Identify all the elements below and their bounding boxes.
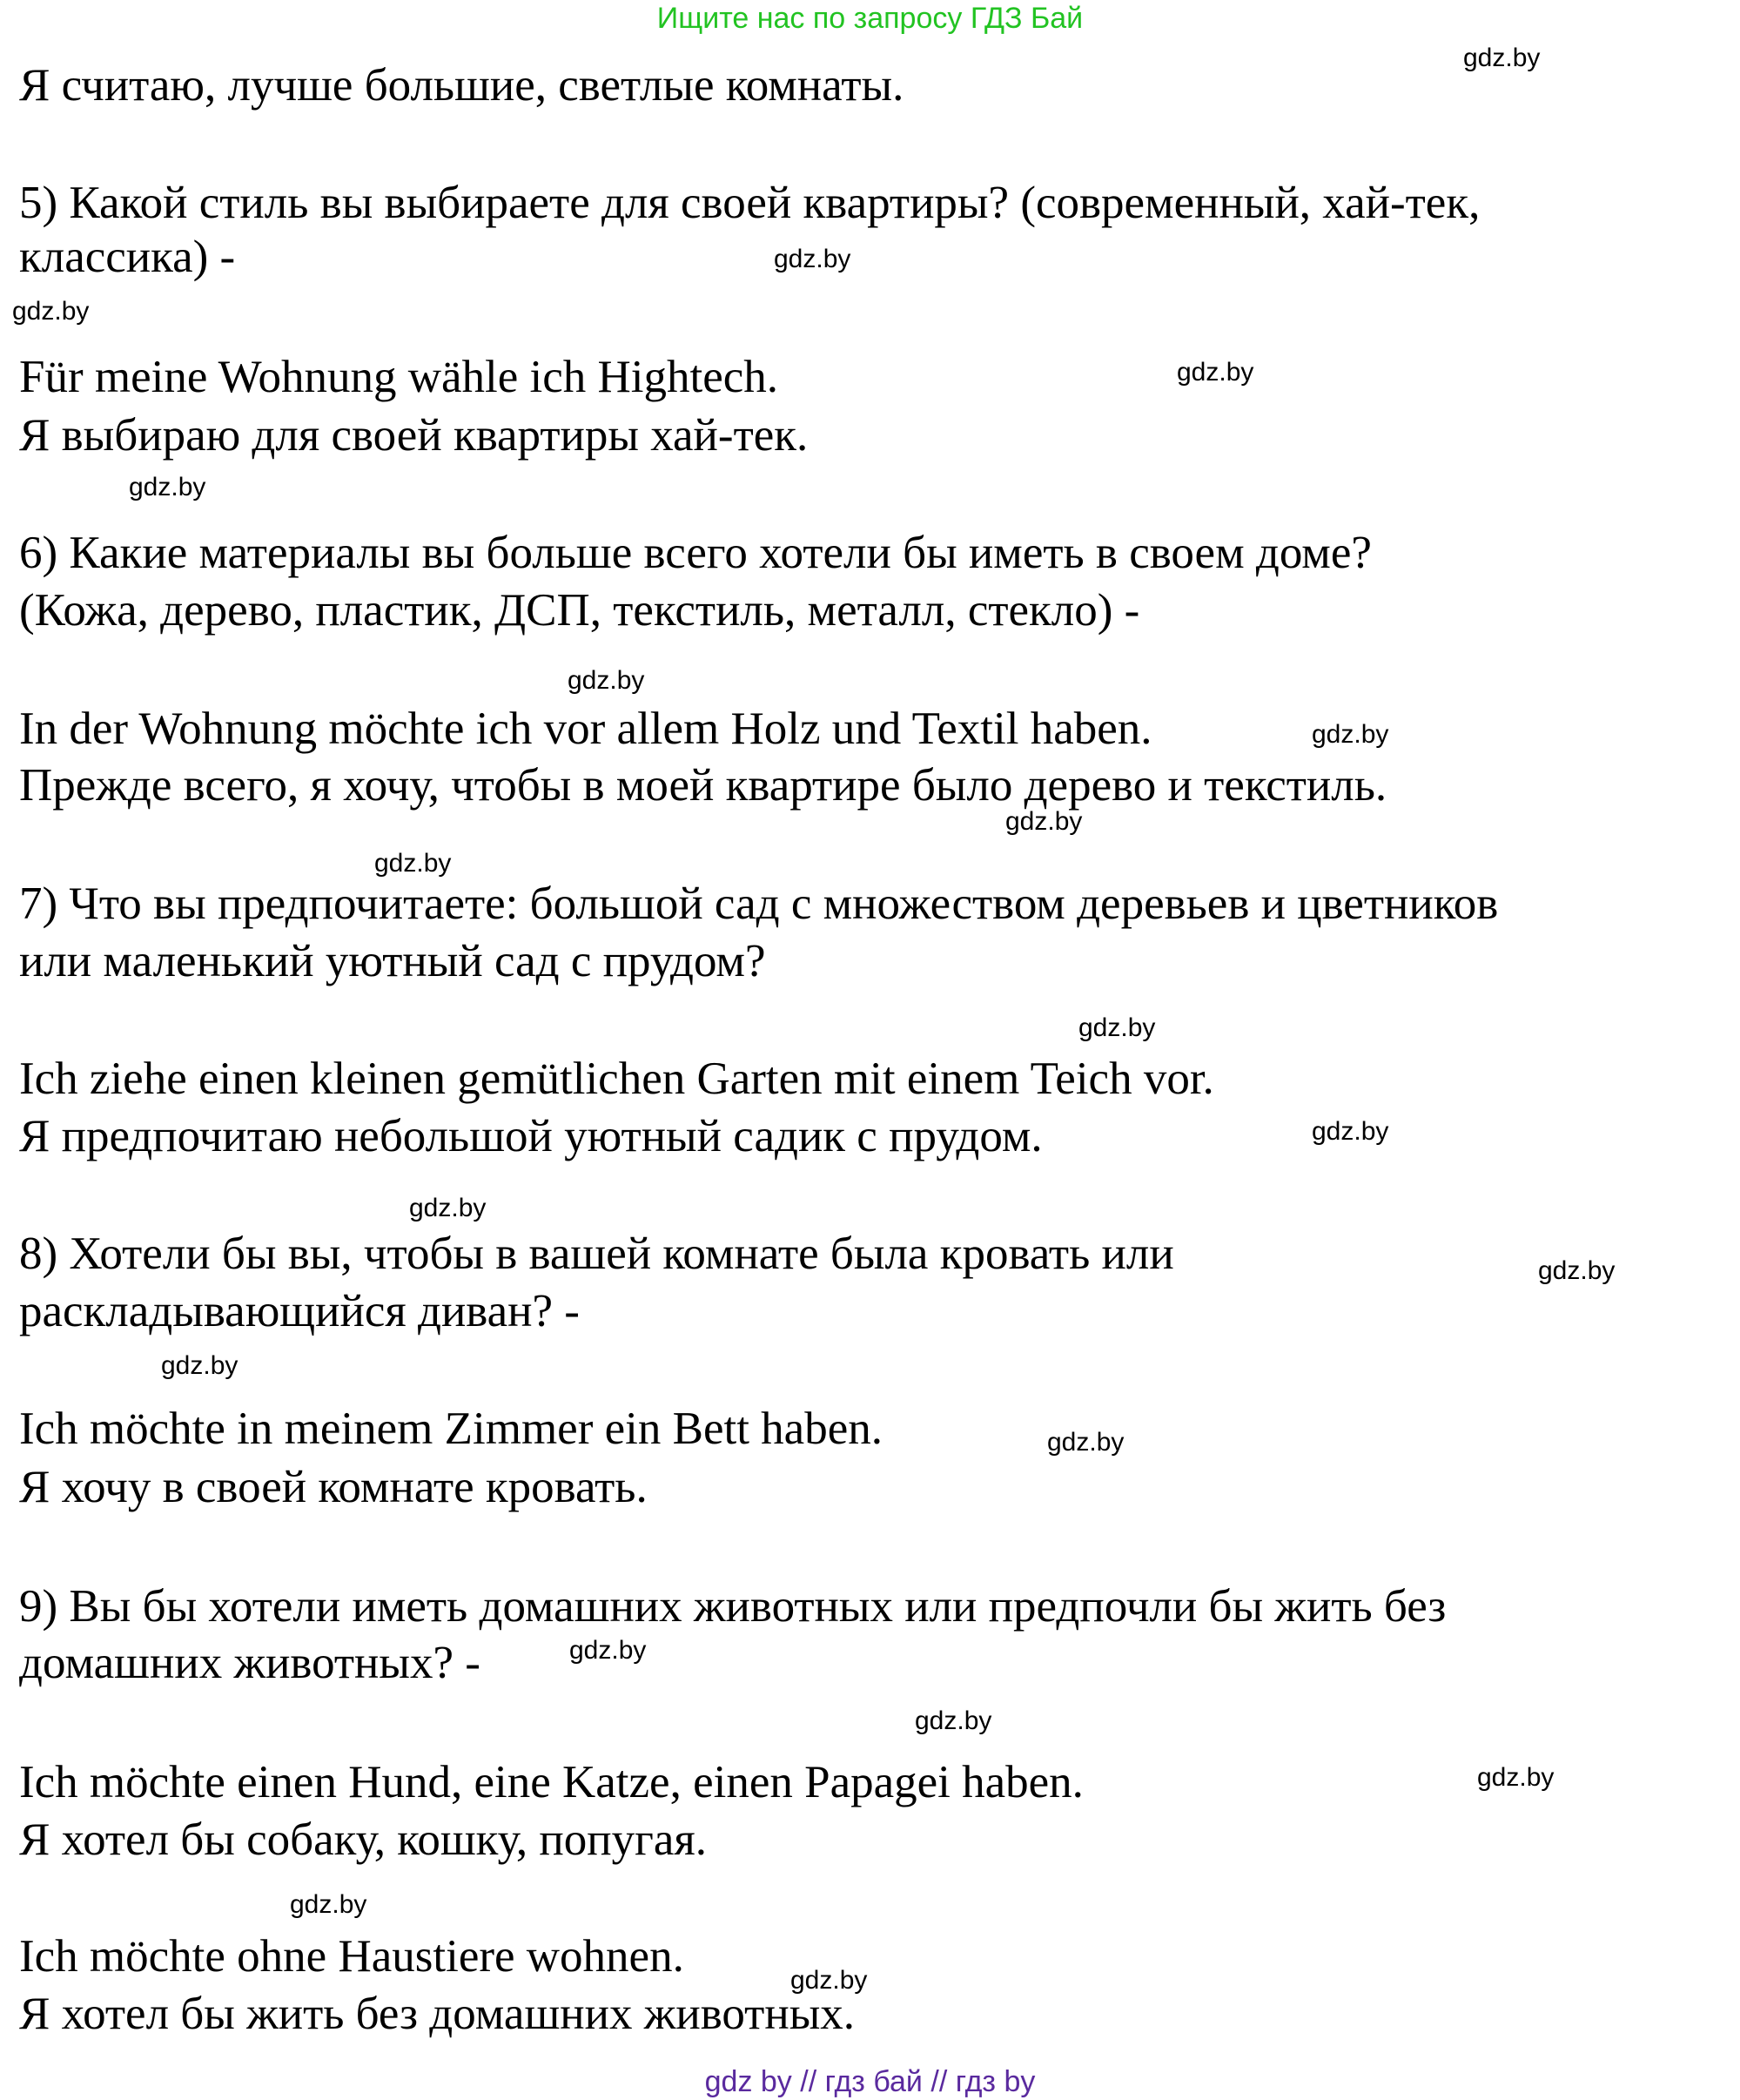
watermark: gdz.by xyxy=(161,1351,238,1380)
search-hint-link[interactable]: Ищите нас по запросу ГДЗ Бай xyxy=(656,2,1084,35)
question-5-line-2: классика) - xyxy=(19,232,236,282)
answer-russian-7: Я предпочитаю небольшой уютный садик с прудом. xyxy=(19,1111,1043,1161)
watermark: gdz.by xyxy=(129,473,206,501)
question-7-line-1: 7) Что вы предпочитаете: большой сад с множеством деревьев и цветников xyxy=(19,878,1499,929)
answer-german-7: Ich ziehe einen kleinen gemütlichen Garten mit einem Teich vor. xyxy=(19,1053,1214,1104)
watermark: gdz.by xyxy=(1312,720,1389,749)
answer-russian-9b: Я хотел бы жить без домашних животных. xyxy=(19,1989,856,2039)
answer-german-8: Ich möchte in meinem Zimmer ein Bett haben. xyxy=(19,1403,883,1454)
watermark: gdz.by xyxy=(568,666,645,695)
question-8-line-2: раскладывающийся диван? - xyxy=(19,1286,580,1336)
watermark: gdz.by xyxy=(374,849,452,878)
watermark: gdz.by xyxy=(790,1966,868,1995)
question-6-line-1: 6) Какие материалы вы больше всего хотели бы иметь в своем доме? xyxy=(19,528,1372,578)
answer-russian-8: Я хочу в своей комнате кровать. xyxy=(19,1462,648,1512)
watermark: gdz.by xyxy=(409,1194,487,1222)
question-5-line-1: 5) Какой стиль вы выбираете для своей квартиры? (современный, хай-тек, xyxy=(19,178,1481,228)
watermark: gdz.by xyxy=(1177,358,1254,387)
watermark: gdz.by xyxy=(12,297,90,326)
watermark: gdz.by xyxy=(1312,1117,1389,1146)
watermark: gdz.by xyxy=(290,1890,367,1919)
watermark: gdz.by xyxy=(1477,1763,1555,1792)
footer-links[interactable]: gdz by // гдз бай // гдз by xyxy=(704,2065,1036,2098)
watermark: gdz.by xyxy=(1538,1256,1616,1285)
answer-german-5: Für meine Wohnung wähle ich Hightech. xyxy=(19,352,779,402)
watermark: gdz.by xyxy=(915,1706,992,1735)
answer-line: Я считаю, лучше большие, светлые комнаты. xyxy=(19,60,904,111)
question-8-line-1: 8) Хотели бы вы, чтобы в вашей комнате была кровать или xyxy=(19,1228,1174,1279)
answer-russian-5: Я выбираю для своей квартиры хай-тек. xyxy=(19,410,809,461)
answer-german-6: In der Wohnung möchte ich vor allem Holz und Textil haben. xyxy=(19,703,1152,754)
answer-russian-6: Прежде всего, я хочу, чтобы в моей квартире было дерево и текстиль. xyxy=(19,760,1387,811)
answer-german-9a: Ich möchte einen Hund, eine Katze, einen Papagei haben. xyxy=(19,1757,1084,1807)
question-6-line-2: (Кожа, дерево, пластик, ДСП, текстиль, металл, стекло) - xyxy=(19,585,1140,636)
watermark: gdz.by xyxy=(569,1636,647,1665)
watermark: gdz.by xyxy=(1463,44,1541,72)
watermark: gdz.by xyxy=(1078,1013,1156,1042)
answer-russian-9a: Я хотел бы собаку, кошку, попугая. xyxy=(19,1814,707,1865)
watermark: gdz.by xyxy=(1005,807,1083,836)
answer-german-9b: Ich möchte ohne Haustiere wohnen. xyxy=(19,1931,684,1982)
question-9-line-1: 9) Вы бы хотели иметь домашних животных или предпочли бы жить без xyxy=(19,1581,1447,1632)
watermark: gdz.by xyxy=(774,245,851,273)
question-7-line-2: или маленький уютный сад с прудом? xyxy=(19,936,766,986)
question-9-line-2: домашних животных? - xyxy=(19,1638,480,1688)
watermark: gdz.by xyxy=(1047,1428,1125,1457)
